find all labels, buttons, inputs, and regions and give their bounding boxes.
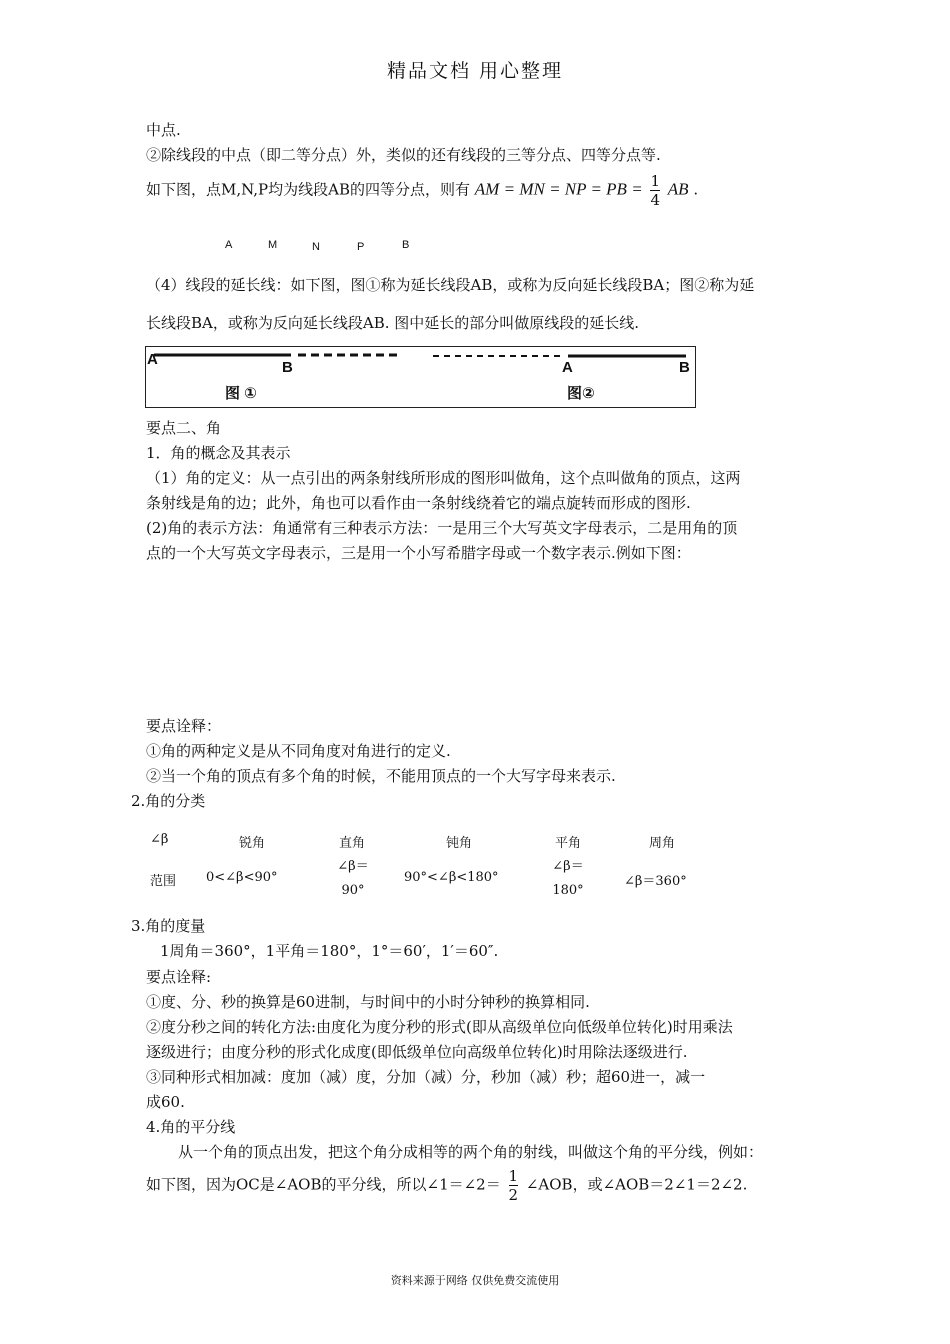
text-line: （4）线段的延长线：如下图，图①称为延长线段AB，或称为反向延长线段BA；图②称为延 [146, 276, 755, 294]
text-fragment: ∠AOB，或∠AOB＝2∠1＝2∠2. [525, 1175, 748, 1194]
table-header-cell: 周角 [649, 836, 676, 851]
text-line: 从一个角的顶点出发，把这个角分成相等的两个角的射线，叫做这个角的平分线，例如： [178, 1143, 764, 1161]
fraction [650, 172, 660, 209]
formula-line [146, 1167, 747, 1204]
text-line: （1）角的定义：从一点引出的两条射线所形成的图形叫做角，这个点叫做角的顶点，这两 [146, 469, 741, 487]
fraction-numerator: 1 [508, 1167, 519, 1185]
table-cell-line: 180° [552, 883, 584, 898]
text-line: 长线段BA，或称为反向延长线段AB. 图中延长的部分叫做原线段的延长线. [146, 314, 640, 332]
figure-point-label: B [679, 359, 690, 376]
text-line: ②当一个角的顶点有多个角的时候，不能用顶点的一个大写字母来表示. [146, 767, 616, 785]
point-label: B [402, 239, 410, 251]
text-line: ①度、分、秒的换算是60进制，与时间中的小时分钟秒的换算相同. [146, 993, 590, 1011]
text-line: 逐级进行；由度分秒的形式化成度(即低级单位向高级单位转化)时用除法逐级进行. [146, 1043, 688, 1061]
text-line: ②度分秒之间的转化方法:由度化为度分秒的形式(即从高级单位向低级单位转化)时用乘法 [146, 1018, 733, 1036]
point-label: M [268, 239, 278, 251]
subsection-heading: 3.角的度量 [131, 917, 206, 935]
table-cell-line: ∠β＝ [337, 859, 369, 874]
table-header-cell: 平角 [555, 836, 582, 851]
page-footer: 资料来源于网络 仅供免费交流使用 [390, 1274, 560, 1287]
table-cell-line: ∠β＝ [552, 859, 584, 874]
table-cell [332, 855, 374, 903]
subsection-heading: 4.角的平分线 [146, 1118, 236, 1136]
figure-point-label: A [562, 359, 573, 376]
text-line: 1周角＝360°，1平角＝180°，1°＝60′，1′＝60″. [160, 942, 499, 960]
text-line: ③同种形式相加减：度加（减）度，分加（减）分，秒加（减）秒；超60进一，减一 [146, 1068, 706, 1086]
table-cell-line: 90° [341, 883, 365, 898]
table-cell: ∠β＝360° [624, 874, 687, 889]
fraction-numerator: 1 [650, 172, 660, 190]
subsection-heading: 2.角的分类 [131, 792, 206, 810]
text-line: 成60. [146, 1093, 185, 1111]
fraction [509, 1167, 519, 1204]
text-line: 中点. [146, 121, 181, 139]
text-line: ②除线段的中点（即二等分点）外，类似的还有线段的三等分点、四等分点等. [146, 146, 661, 164]
formula: AM = MN = NP = PB = [474, 179, 643, 199]
figure-caption: 图 ① [225, 385, 257, 402]
figure-caption: 图② [567, 385, 595, 402]
figure-point-label: B [282, 359, 293, 376]
text-line: 条射线是角的边；此外，角也可以看作由一条射线绕着它的端点旋转而形成的图形. [146, 494, 691, 512]
fraction-denominator: 4 [650, 191, 660, 209]
table-cell: 范围 [150, 874, 177, 889]
point-label: P [357, 241, 365, 253]
segment-extension-figure [145, 346, 696, 408]
text-fragment: . [693, 180, 699, 199]
text-line: 点的一个大写英文字母表示，三是用一个小写希腊字母或一个数字表示.例如下图： [146, 544, 691, 562]
point-label: N [312, 241, 320, 253]
text-fragment: 如下图，点M,N,P均为线段AB的四等分点，则有 [146, 180, 471, 199]
table-cell: 0<∠β<90° [206, 870, 278, 885]
table-header-cell: 锐角 [239, 836, 266, 851]
table-header-cell: 钝角 [446, 836, 473, 851]
table-header-cell: 直角 [339, 836, 366, 851]
formula-tail: AB [667, 179, 689, 199]
table-header-cell: ∠β [150, 832, 169, 847]
point-label: A [225, 239, 233, 251]
note-heading: 要点诠释: [146, 968, 212, 986]
table-cell [547, 855, 589, 903]
page-header: 精品文档 用心整理 [386, 60, 564, 82]
section-heading: 要点二、角 [146, 419, 222, 437]
table-cell: 90°<∠β<180° [404, 870, 499, 885]
note-heading: 要点诠释： [146, 717, 222, 735]
text-line: (2)角的表示方法：角通常有三种表示方法：一是用三个大写英文字母表示，二是用角的顶 [146, 519, 738, 537]
text-fragment: 如下图，因为OC是∠AOB的平分线，所以∠1＝∠2＝ [146, 1175, 501, 1194]
formula-line [146, 172, 698, 209]
figure-point-label: A [147, 351, 158, 368]
subsection-heading: 1．角的概念及其表示 [146, 444, 291, 462]
text-line: ①角的两种定义是从不同角度对角进行的定义. [146, 742, 451, 760]
fraction-denominator: 2 [508, 1186, 519, 1204]
